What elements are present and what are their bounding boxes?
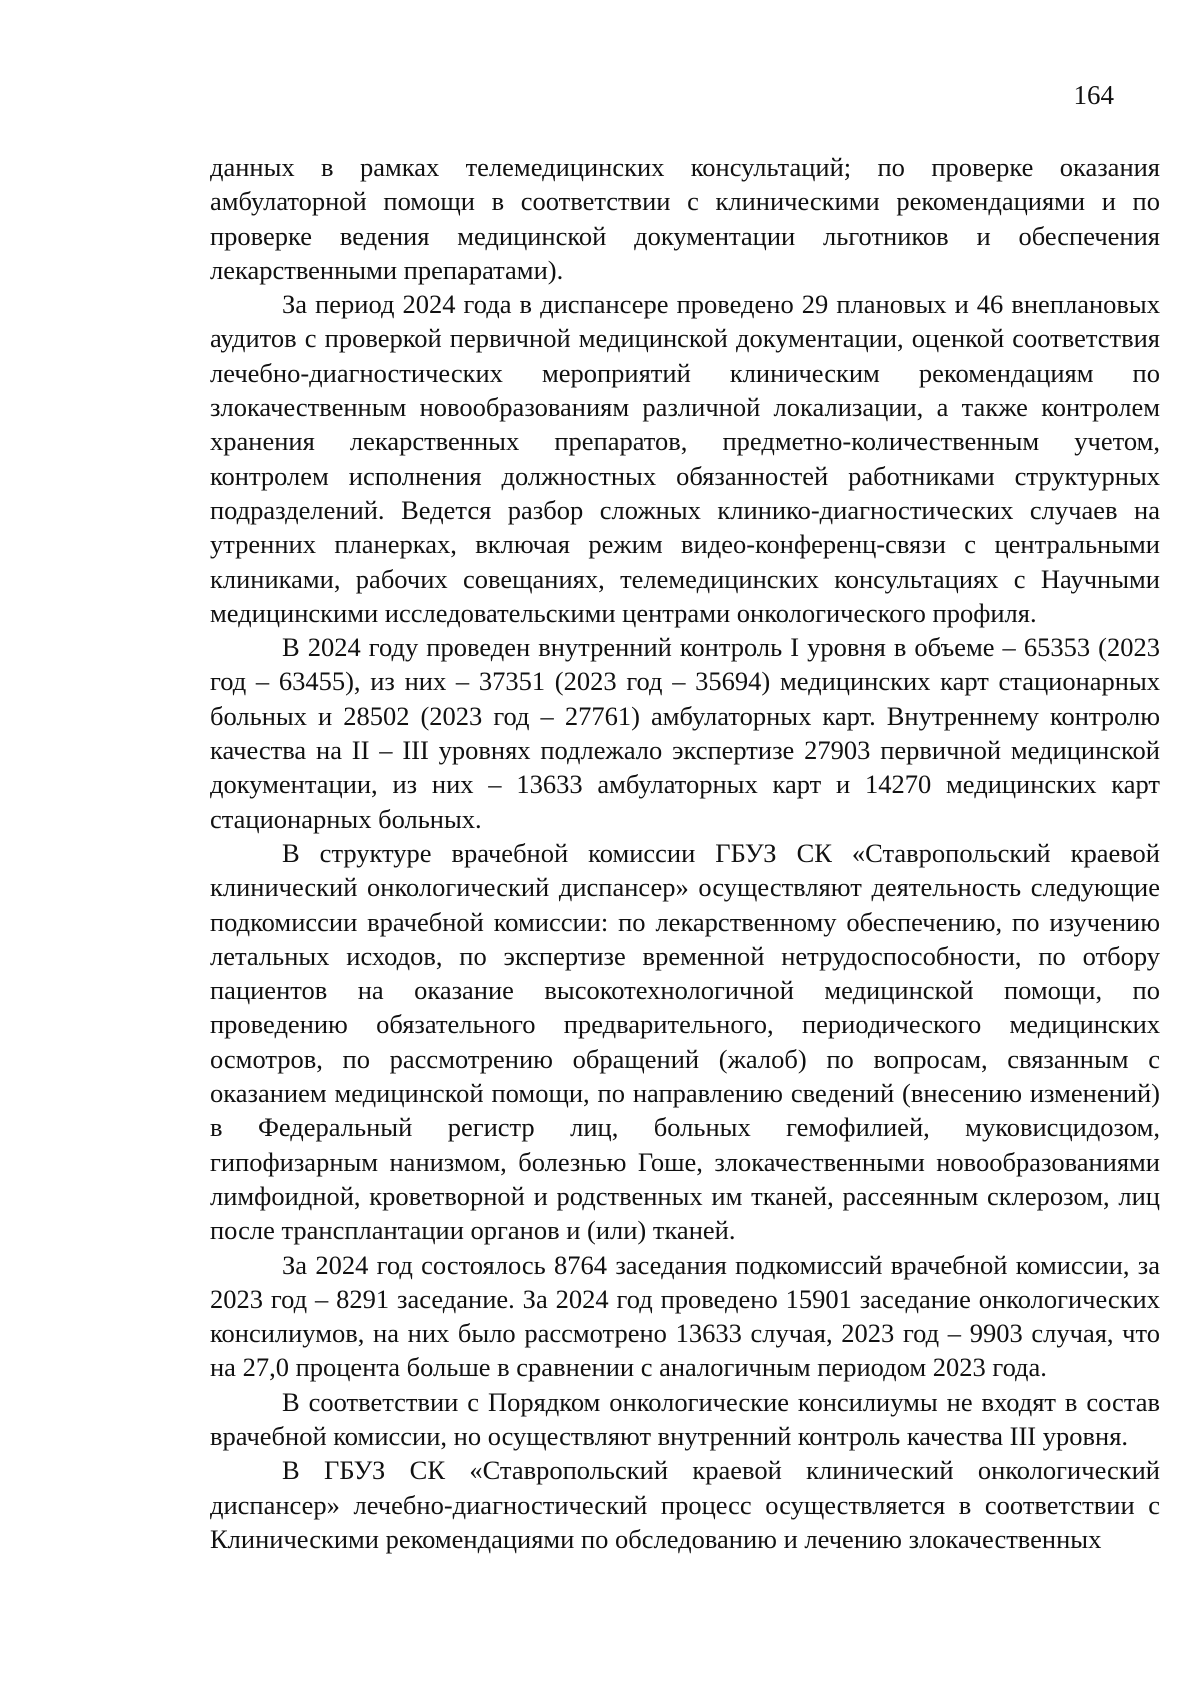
paragraph-7: В ГБУЗ СК «Ставропольский краевой клинический онкологический диспансер» лечебно-диагностический процесс осуществляется в соответствии с Клиническими рекомендациями по обследованию и лечению злокачественных — [210, 1455, 1160, 1554]
paragraph-4: В структуре врачебной комиссии ГБУЗ СК «Ставропольский краевой клинический онкологический диспансер» осуществляют деятельность следующие подкомиссии врачебной комиссии: по лекарственному обеспечению, по изучению летальных исходов, по экспертизе временной нетрудоспособности, по отбору пациентов на оказание высокотехнологичной медицинской помощи, по проведению обязательного предварительного, периодического медицинских осмотров, по рассмотрению обращений (жалоб) по вопросам, связанным с оказанием медицинской помощи, по направлению сведений (внесению изменений) в Федеральный регистр лиц, больных гемофилией, муковисцидозом, гипофизарным нанизмом, болезнью Гоше, злокачественными новообразованиями лимфоидной, кроветворной и родственных им тканей, рассеянным склерозом, лиц после трансплантации органов и (или) тканей. — [210, 837, 1160, 1246]
page-number: 164 — [1073, 80, 1114, 110]
paragraph-3: В 2024 году проведен внутренний контроль I уровня в объеме – 65353 (2023 год – 63455), из них – 37351 (2023 год – 35694) медицинских карт стационарных больных и 28502 (2023 год – 27761) амбулаторных карт. Внутреннему контролю качества на II – III уровнях подлежало экспертизе 27903 первичной медицинской документации, из них – 13633 амбулаторных карт и 14270 медицинских карт стационарных больных. — [210, 632, 1160, 834]
paragraph-5: За 2024 год состоялось 8764 заседания подкомиссий врачебной комиссии, за 2023 год – 8291 заседание. За 2024 год проведено 15901 заседание онкологических консилиумов, на них было рассмотрено 13633 случая, 2023 год – 9903 случая, что на 27,0 процента больше в сравнении с аналогичным периодом 2023 года. — [210, 1249, 1160, 1383]
paragraph-6: В соответствии с Порядком онкологические консилиумы не входят в состав врачебной комиссии, но осуществляют внутренний контроль качества III уровня. — [210, 1386, 1160, 1451]
document-body — [210, 150, 1160, 1556]
paragraph-2: За период 2024 года в диспансере проведено 29 плановых и 46 внеплановых аудитов с проверкой первичной медицинской документации, оценкой соответствия лечебно-диагностических мероприятий клиническим рекомендациям по злокачественным новообразованиям различной локализации, а также контролем хранения лекарственных препаратов, предметно-количественным учетом, контролем исполнения должностных обязанностей работниками структурных подразделений. Ведется разбор сложных клинико-диагностических случаев на утренних планерках, включая режим видео-конференц-связи с центральными клиниками, рабочих совещаниях, телемедицинских консультациях с Научными медицинскими исследовательскими центрами онкологического профиля. — [210, 289, 1160, 628]
paragraph-1: данных в рамках телемедицинских консультаций; по проверке оказания амбулаторной помощи в соответствии с клиническими рекомендациями и по проверке ведения медицинской документации льготников и обеспечения лекарственными препаратами). — [210, 152, 1160, 285]
